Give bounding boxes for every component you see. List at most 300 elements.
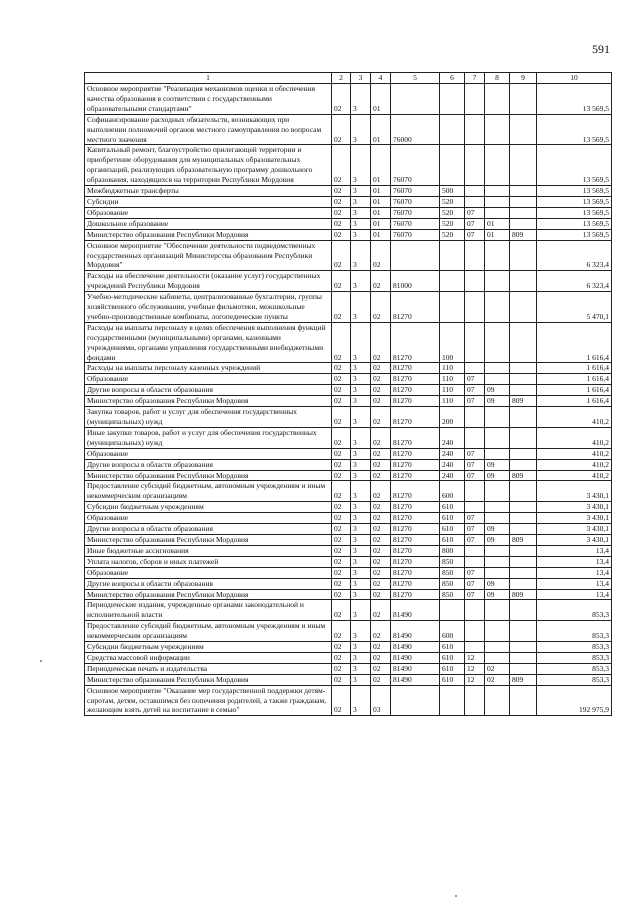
row-code-6: 240 <box>440 427 465 448</box>
row-code-5: 81270 <box>391 534 440 545</box>
row-code-3: 3 <box>351 621 371 642</box>
row-code-5: 81270 <box>391 502 440 513</box>
row-code-9 <box>510 685 537 716</box>
row-code-8: 02 <box>485 663 510 674</box>
row-code-5: 81270 <box>391 448 440 459</box>
header-col-3: 3 <box>351 73 371 84</box>
row-code-5: 81000 <box>391 271 440 292</box>
row-code-4: 01 <box>371 145 391 186</box>
row-code-4: 02 <box>371 589 391 600</box>
row-code-8: 09 <box>485 470 510 481</box>
row-code-6: 600 <box>440 481 465 502</box>
row-name: Другие вопросы в области образования <box>85 524 332 535</box>
row-code-2: 02 <box>332 145 351 186</box>
row-code-7 <box>465 481 485 502</box>
row-code-2: 02 <box>332 207 351 218</box>
row-code-8 <box>485 685 510 716</box>
row-code-8: 09 <box>485 385 510 396</box>
row-amount: 853,3 <box>537 642 612 653</box>
row-code-5: 81490 <box>391 652 440 663</box>
row-code-7: 07 <box>465 229 485 240</box>
row-code-2: 02 <box>332 652 351 663</box>
row-code-3: 3 <box>351 145 371 186</box>
row-code-4: 02 <box>371 322 391 363</box>
row-code-4: 02 <box>371 524 391 535</box>
row-code-9 <box>510 545 537 556</box>
row-code-9 <box>510 322 537 363</box>
row-code-9: 809 <box>510 589 537 600</box>
row-code-4: 02 <box>371 385 391 396</box>
row-code-6 <box>440 271 465 292</box>
row-code-7 <box>465 271 485 292</box>
row-code-2: 02 <box>332 396 351 407</box>
row-code-4: 02 <box>371 292 391 323</box>
row-name: Иные закупки товаров, работ и услуг для обеспечения государственных (муниципальных) нужд <box>85 427 332 448</box>
row-code-7 <box>465 427 485 448</box>
row-code-3: 3 <box>351 502 371 513</box>
row-code-9: 809 <box>510 470 537 481</box>
row-code-9: 809 <box>510 229 537 240</box>
row-code-4: 02 <box>371 363 391 374</box>
table-row <box>85 292 612 323</box>
row-code-8 <box>485 567 510 578</box>
row-code-4: 02 <box>371 396 391 407</box>
table-row <box>85 685 612 716</box>
row-code-9 <box>510 271 537 292</box>
row-code-3: 3 <box>351 385 371 396</box>
row-code-3: 3 <box>351 186 371 197</box>
row-code-6: 520 <box>440 196 465 207</box>
row-name: Расходы на выплаты персоналу казенных учреждений <box>85 363 332 374</box>
row-code-9 <box>510 459 537 470</box>
row-code-4: 01 <box>371 186 391 197</box>
row-code-9 <box>510 513 537 524</box>
row-name: Образование <box>85 374 332 385</box>
row-code-8 <box>485 513 510 524</box>
row-code-2: 02 <box>332 556 351 567</box>
row-code-2: 02 <box>332 674 351 685</box>
row-code-7 <box>465 363 485 374</box>
row-code-2: 02 <box>332 84 351 115</box>
row-code-4: 02 <box>371 459 391 470</box>
row-code-2: 02 <box>332 448 351 459</box>
row-code-5: 81270 <box>391 567 440 578</box>
row-code-5 <box>391 84 440 115</box>
row-code-2: 02 <box>332 385 351 396</box>
table-row <box>85 218 612 229</box>
row-code-9 <box>510 374 537 385</box>
row-code-6: 610 <box>440 674 465 685</box>
row-code-4: 02 <box>371 271 391 292</box>
row-code-2: 02 <box>332 481 351 502</box>
row-amount: 13 569,5 <box>537 186 612 197</box>
header-col-10: 10 <box>537 73 612 84</box>
row-code-3: 3 <box>351 407 371 428</box>
row-code-2: 02 <box>332 218 351 229</box>
row-code-3: 3 <box>351 642 371 653</box>
row-code-6: 610 <box>440 513 465 524</box>
row-code-3: 3 <box>351 674 371 685</box>
table-row <box>85 407 612 428</box>
scan-speck <box>455 895 457 897</box>
row-amount: 13 569,5 <box>537 207 612 218</box>
row-code-6: 850 <box>440 556 465 567</box>
row-code-7: 07 <box>465 385 485 396</box>
row-code-6 <box>440 685 465 716</box>
row-code-6: 500 <box>440 186 465 197</box>
header-col-6: 6 <box>440 73 465 84</box>
row-code-9 <box>510 567 537 578</box>
table-row <box>85 567 612 578</box>
row-code-6 <box>440 600 465 621</box>
row-code-6: 520 <box>440 218 465 229</box>
row-name: Министерство образования Республики Мордовия <box>85 674 332 685</box>
row-code-8 <box>485 207 510 218</box>
row-code-4: 01 <box>371 84 391 115</box>
row-code-4: 02 <box>371 481 391 502</box>
row-code-8 <box>485 240 510 271</box>
table-row <box>85 196 612 207</box>
row-code-3: 3 <box>351 218 371 229</box>
row-code-4: 02 <box>371 578 391 589</box>
row-code-2: 02 <box>332 271 351 292</box>
row-name: Субсидии бюджетным учреждениям <box>85 502 332 513</box>
row-code-2: 02 <box>332 513 351 524</box>
row-code-8 <box>485 292 510 323</box>
table-row <box>85 502 612 513</box>
row-code-9 <box>510 196 537 207</box>
row-code-7: 12 <box>465 652 485 663</box>
row-code-2: 02 <box>332 240 351 271</box>
row-code-3: 3 <box>351 567 371 578</box>
row-code-7 <box>465 145 485 186</box>
row-code-5: 81270 <box>391 407 440 428</box>
row-code-2: 02 <box>332 322 351 363</box>
row-code-6: 610 <box>440 642 465 653</box>
row-name: Периодическая печать и издательства <box>85 663 332 674</box>
row-code-9 <box>510 84 537 115</box>
row-code-3: 3 <box>351 685 371 716</box>
table-row <box>85 621 612 642</box>
row-name: Другие вопросы в области образования <box>85 578 332 589</box>
row-amount: 13 569,5 <box>537 218 612 229</box>
row-amount: 410,2 <box>537 470 612 481</box>
row-code-7 <box>465 545 485 556</box>
row-amount: 410,2 <box>537 427 612 448</box>
row-amount: 13,4 <box>537 545 612 556</box>
table-row <box>85 674 612 685</box>
row-code-4: 02 <box>371 600 391 621</box>
row-code-2: 02 <box>332 545 351 556</box>
row-code-3: 3 <box>351 84 371 115</box>
row-code-3: 3 <box>351 207 371 218</box>
row-code-5: 81490 <box>391 600 440 621</box>
row-code-2: 02 <box>332 534 351 545</box>
row-code-7 <box>465 240 485 271</box>
row-code-4: 01 <box>371 229 391 240</box>
row-code-7: 07 <box>465 374 485 385</box>
row-name: Образование <box>85 207 332 218</box>
row-code-7: 07 <box>465 567 485 578</box>
row-code-2: 02 <box>332 685 351 716</box>
row-code-8 <box>485 186 510 197</box>
row-code-9 <box>510 240 537 271</box>
row-code-5: 76070 <box>391 145 440 186</box>
table-row <box>85 600 612 621</box>
row-code-8 <box>485 481 510 502</box>
row-amount: 1 616,4 <box>537 374 612 385</box>
row-code-8 <box>485 363 510 374</box>
header-col-8: 8 <box>485 73 510 84</box>
row-code-7: 07 <box>465 448 485 459</box>
row-code-5: 76070 <box>391 218 440 229</box>
row-code-6: 600 <box>440 621 465 642</box>
row-code-3: 3 <box>351 229 371 240</box>
table-row <box>85 481 612 502</box>
row-code-4: 02 <box>371 545 391 556</box>
row-code-4: 02 <box>371 502 391 513</box>
row-code-2: 02 <box>332 292 351 323</box>
row-code-4: 01 <box>371 218 391 229</box>
row-code-8 <box>485 407 510 428</box>
table-row <box>85 470 612 481</box>
row-code-3: 3 <box>351 470 371 481</box>
row-code-8 <box>485 642 510 653</box>
row-code-7: 12 <box>465 674 485 685</box>
row-name: Учебно-методические кабинеты, централизованные бухгалтерии, группы хозяйственного обслуживания, учебные фильмотеки, межшкольные учебно-производственные комбинаты, логопедические пункты <box>85 292 332 323</box>
row-code-2: 02 <box>332 524 351 535</box>
row-amount: 13,4 <box>537 567 612 578</box>
row-code-3: 3 <box>351 459 371 470</box>
row-code-7 <box>465 114 485 145</box>
row-code-9 <box>510 114 537 145</box>
row-code-7: 07 <box>465 513 485 524</box>
row-amount: 1 616,4 <box>537 363 612 374</box>
table-row <box>85 114 612 145</box>
row-code-9 <box>510 642 537 653</box>
row-amount: 13 569,5 <box>537 84 612 115</box>
table-row <box>85 271 612 292</box>
row-code-2: 02 <box>332 642 351 653</box>
row-name: Образование <box>85 513 332 524</box>
row-code-9 <box>510 145 537 186</box>
page-number: 591 <box>592 42 610 56</box>
row-code-2: 02 <box>332 567 351 578</box>
header-col-1: 1 <box>85 73 332 84</box>
row-code-5: 76070 <box>391 207 440 218</box>
row-code-7 <box>465 556 485 567</box>
row-code-2: 02 <box>332 229 351 240</box>
row-code-3: 3 <box>351 240 371 271</box>
row-code-9 <box>510 621 537 642</box>
row-code-6 <box>440 84 465 115</box>
table-row <box>85 652 612 663</box>
row-code-6: 110 <box>440 363 465 374</box>
row-code-8 <box>485 322 510 363</box>
row-name: Основное мероприятие "Обеспечение деятельности подведомственных государственных организаций Министерства образования Республики Мордовия" <box>85 240 332 271</box>
table-row <box>85 363 612 374</box>
table-row <box>85 374 612 385</box>
row-code-4: 02 <box>371 407 391 428</box>
row-code-2: 02 <box>332 589 351 600</box>
row-code-8 <box>485 84 510 115</box>
row-code-8: 09 <box>485 524 510 535</box>
table-row <box>85 145 612 186</box>
row-code-2: 02 <box>332 459 351 470</box>
row-amount: 1 616,4 <box>537 322 612 363</box>
row-code-7 <box>465 685 485 716</box>
row-code-6: 520 <box>440 229 465 240</box>
row-name: Межбюджетные трансферты <box>85 186 332 197</box>
row-amount: 1 616,4 <box>537 385 612 396</box>
row-code-5: 76070 <box>391 196 440 207</box>
row-code-8: 09 <box>485 534 510 545</box>
row-name: Капитальный ремонт, благоустройство прилегающей территории и приобретение оборудования для муниципальных образовательных организаций, реализующих образовательную программу дошкольного образования, находящихся на территории Республики Мордовия <box>85 145 332 186</box>
row-code-6: 610 <box>440 652 465 663</box>
row-code-6: 610 <box>440 502 465 513</box>
row-code-6: 240 <box>440 459 465 470</box>
row-code-3: 3 <box>351 114 371 145</box>
row-name: Основное мероприятие "Реализация механизмов оценки и обеспечения качества образования в соответствии с государственными образовательными стандартами" <box>85 84 332 115</box>
table-row <box>85 578 612 589</box>
row-code-3: 3 <box>351 427 371 448</box>
row-amount: 853,3 <box>537 663 612 674</box>
row-code-8: 09 <box>485 396 510 407</box>
row-amount: 13 569,5 <box>537 114 612 145</box>
row-code-2: 02 <box>332 186 351 197</box>
row-code-8 <box>485 600 510 621</box>
row-code-3: 3 <box>351 663 371 674</box>
row-code-2: 02 <box>332 578 351 589</box>
table-row <box>85 229 612 240</box>
row-code-7 <box>465 642 485 653</box>
row-name: Образование <box>85 448 332 459</box>
row-code-3: 3 <box>351 513 371 524</box>
row-code-8 <box>485 502 510 513</box>
row-code-8 <box>485 374 510 385</box>
row-code-7: 07 <box>465 534 485 545</box>
row-amount: 13 569,5 <box>537 196 612 207</box>
row-code-6: 520 <box>440 207 465 218</box>
row-name: Предоставление субсидий бюджетным, автономным учреждениям и иным некоммерческим организациям <box>85 481 332 502</box>
row-name: Уплата налогов, сборов и иных платежей <box>85 556 332 567</box>
row-code-4: 02 <box>371 567 391 578</box>
row-code-9: 809 <box>510 674 537 685</box>
row-code-8: 09 <box>485 459 510 470</box>
table-row <box>85 396 612 407</box>
table-header-row <box>85 73 612 84</box>
row-amount: 13 569,5 <box>537 229 612 240</box>
table-body <box>85 84 612 716</box>
row-code-6 <box>440 145 465 186</box>
table-row <box>85 459 612 470</box>
row-amount: 3 430,1 <box>537 524 612 535</box>
row-code-7: 07 <box>465 459 485 470</box>
row-code-2: 02 <box>332 663 351 674</box>
row-code-6: 110 <box>440 385 465 396</box>
row-code-7: 07 <box>465 589 485 600</box>
row-code-7 <box>465 186 485 197</box>
row-code-8: 02 <box>485 674 510 685</box>
row-code-4: 01 <box>371 207 391 218</box>
table-row <box>85 556 612 567</box>
row-name: Предоставление субсидий бюджетным, автономным учреждениям и иным некоммерческим организациям <box>85 621 332 642</box>
header-col-7: 7 <box>465 73 485 84</box>
row-code-5: 81490 <box>391 621 440 642</box>
row-code-3: 3 <box>351 652 371 663</box>
table-row <box>85 663 612 674</box>
row-code-5 <box>391 685 440 716</box>
row-code-9 <box>510 385 537 396</box>
row-code-7 <box>465 600 485 621</box>
row-code-5: 81490 <box>391 663 440 674</box>
row-code-7 <box>465 502 485 513</box>
row-code-6: 610 <box>440 524 465 535</box>
row-code-8 <box>485 545 510 556</box>
row-code-4: 03 <box>371 685 391 716</box>
row-code-5: 81270 <box>391 589 440 600</box>
row-code-4: 02 <box>371 652 391 663</box>
row-code-9 <box>510 524 537 535</box>
row-code-8 <box>485 145 510 186</box>
row-code-7 <box>465 196 485 207</box>
row-code-9 <box>510 556 537 567</box>
row-code-5: 81270 <box>391 481 440 502</box>
row-code-5: 81490 <box>391 674 440 685</box>
row-code-2: 02 <box>332 196 351 207</box>
row-code-9 <box>510 207 537 218</box>
row-code-2: 02 <box>332 600 351 621</box>
table-row <box>85 207 612 218</box>
row-code-6 <box>440 114 465 145</box>
row-amount: 6 323,4 <box>537 271 612 292</box>
table-row <box>85 240 612 271</box>
row-code-4: 02 <box>371 470 391 481</box>
row-code-6: 110 <box>440 374 465 385</box>
row-code-8: 09 <box>485 578 510 589</box>
row-name: Субсидии <box>85 196 332 207</box>
row-code-7: 07 <box>465 470 485 481</box>
row-code-2: 02 <box>332 470 351 481</box>
table-row <box>85 427 612 448</box>
row-code-9 <box>510 363 537 374</box>
row-name: Субсидии бюджетным учреждениям <box>85 642 332 653</box>
row-code-9: 809 <box>510 534 537 545</box>
row-code-9 <box>510 663 537 674</box>
row-amount: 13 569,5 <box>537 145 612 186</box>
row-code-5: 76070 <box>391 229 440 240</box>
table-row <box>85 545 612 556</box>
row-name: Министерство образования Республики Мордовия <box>85 589 332 600</box>
row-code-3: 3 <box>351 556 371 567</box>
row-code-3: 3 <box>351 524 371 535</box>
row-code-2: 02 <box>332 374 351 385</box>
table-row <box>85 534 612 545</box>
row-code-8 <box>485 427 510 448</box>
row-amount: 410,2 <box>537 459 612 470</box>
row-code-5: 81270 <box>391 363 440 374</box>
row-amount: 3 430,1 <box>537 534 612 545</box>
row-code-5: 81270 <box>391 427 440 448</box>
row-code-9 <box>510 186 537 197</box>
row-code-7: 07 <box>465 578 485 589</box>
row-code-9 <box>510 407 537 428</box>
row-code-7: 07 <box>465 524 485 535</box>
row-code-8: 09 <box>485 589 510 600</box>
table-row <box>85 589 612 600</box>
row-name: Министерство образования Республики Мордовия <box>85 396 332 407</box>
row-code-6: 100 <box>440 322 465 363</box>
